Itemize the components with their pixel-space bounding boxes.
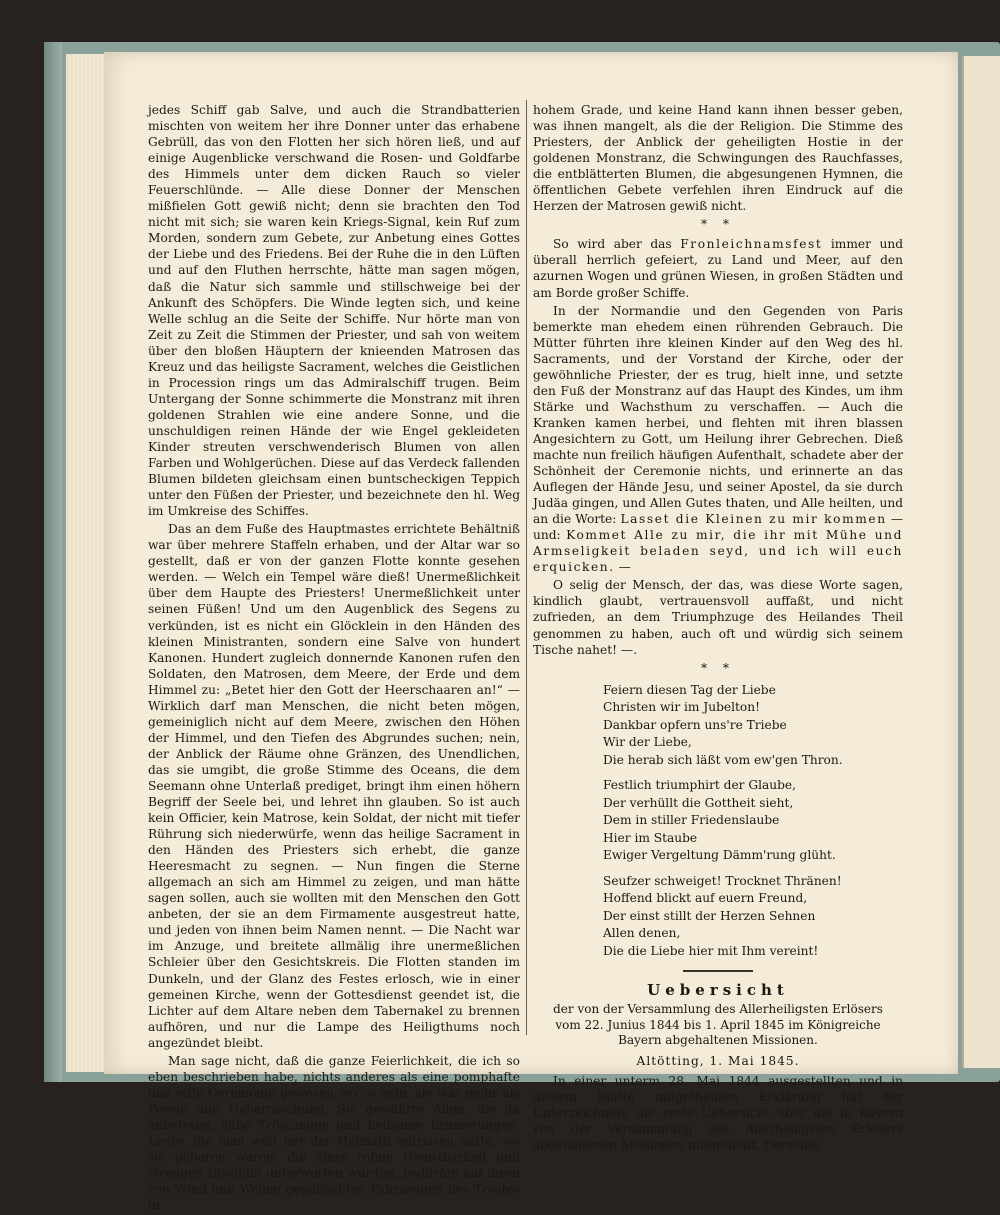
right-column: [533, 102, 903, 1155]
paragraph: hohem Grade, und keine Hand kann ihnen besser geben, was ihnen mangelt, als die der Religion. Die Stimme des Priesters, der Anblick der geheiligten Hostie in der goldenen Monstranz, die Schwingungen des Rauchfasses, die entblätterten Blumen, die abgesungenen Hymnen, die öffentlichen Gebete verfehlen ihren Eindruck auf die Herzen der Matrosen gewiß nicht.: [533, 103, 903, 214]
column-divider: [526, 100, 527, 1035]
section-subheading: der von der Versammlung des Allerheiligsten Erlösers vom 22. Junius 1844 bis 1. April 1845 im Königreiche Bayern abgehaltenen Missionen.: [553, 1002, 883, 1048]
poem-stanza: [603, 682, 903, 770]
poem-line: Die herab sich läßt vom ew'gen Thron.: [603, 752, 843, 767]
text-run: In der Normandie und den Gegenden von Paris bemerkte man ehedem einen rührenden Gebrauch. Die Mütter führten ihre kleinen Kinder auf den Weg des hl. Sacraments, und der Vorstand der Kirche, oder der gewöhnliche Priester, der es trug, hielt inne, und setzte den Fuß der Monstranz auf das Haupt des Kindes, um ihm Stärke und Wachsthum zu verschaffen. — Auch die Kranken kamen herbei, und flehten mit ihren blassen Angesichtern zu Gott, um Heilung ihrer Gebrechen. Dieß machte nun freilich häufigen Aufenthalt, schadete aber der Schönheit der Ceremonie nichts, und erinnerte an das Auflegen der Hände Jesu, und seiner Apostel, da sie durch Judäa gingen, und Allen Gutes thaten, und Alle heilten, und an die Worte:: [533, 303, 903, 527]
paragraph: Man sage nicht, daß die ganze Feierlichkeit, die ich so eben beschrieben habe, nichts anderes als eine pomphafte und eitle Ceremonie gewesen sey: o nein, sie war mehr als Poesie und Ueberraschung. Sie gewährte Allen, die da anbeteten, süße Tröstungen und heilsame Erinnerungen. Leute, die man weit her der Heimath entrissen hatte, wo sie geboren waren, die einer rohen Dienstbarkeit und strengen Disciplin unterworfen wurden, bedürfen auf ihren von Wind und Wellen gepeitschten Fahrzeugen des Trostes in: [148, 1053, 520, 1213]
paragraph: In einer unterm 28. Mai 1844 ausgestellten und in diesem Blatte mitgetheilten Erklärung hat der Unterzeichnete die erste Uebersicht über die in Bayern von der Versammlung des Allerheiligsten Erlösers abgehaltenen Missionen mitgetheilt. Derselbe: [533, 1073, 903, 1152]
section-stars: * *: [700, 660, 736, 675]
poem-line: Allen denen,: [603, 926, 681, 941]
paragraph: Das an dem Fuße des Hauptmastes errichtete Behältniß war über mehrere Staffeln erhaben, und der Altar war so gestellt, daß er von der ganzen Flotte konnte gesehen werden. — Welch ein Tempel wäre dieß! Unermeßlichkeit über dem Haupte des Priesters! Unermeßlichkeit unter seinen Füßen! Und um den Augenblick des Segens zu verkünden, ist es nicht ein Glöcklein in den Händen des kleinen Ministranten, sondern eine Salve von hundert Kanonen. Hundert zugleich donnernde Kanonen rufen den Soldaten, den Matrosen, dem Meere, der Erde und dem Himmel zu: „Betet hier den Gott der Heerschaaren an!“ — Wirklich darf man Menschen, die nicht beten mögen, gemeiniglich nicht auf dem Meere, zwischen den Höhen der Himmel, und den Tiefen des Abgrundes suchen; nein, der Anblick der Räume ohne Gränzen, des Unendlichen, das sie umgibt, die große Stimme des Oceans, die dem Seemann ohne Unterlaß prediget, bringt ihm einen höhern Begriff der Seele bei, und lehret ihn glauben. So ist auch kein Officier, kein Matrose, kein Soldat, der nicht mit tiefer Rührung sich niederwürfe, wenn das heilige Sacrament in den Händen des Priesters sich erhebt, die ganze Heeresmacht zu segnen. — Nun fingen die Sterne allgemach an sich am Himmel zu zeigen, und man hätte sagen sollen, auch sie wollten mit den Menschen den Gott anbeten, der sie an dem Firmamente ausgestreut hatte, und jeden von ihnen beim Namen nennt. — Die Nacht war im Anzuge, und breitete allmälig ihre unermeßlichen Schleier über den Gesichtskreis. Die Flotten standen im Dunkeln, und der Glanz des Festes erlosch, wie in einer gemeinen Kirche, wenn der Gottesdienst geendet ist, die Lichter auf dem Altare neben dem Tabernakel zu brennen aufhören, und nur die Lampe des Heiligthums noch angezündet bleibt.: [148, 522, 520, 1050]
poem-line: Dem in stiller Friedenslaube: [603, 813, 780, 828]
poem-line: Wir der Liebe,: [603, 735, 692, 750]
poem-line: Hier im Staube: [603, 830, 698, 845]
spaced-text: Kommet Alle zu mir, die ihr mit Mühe und Armseligkeit beladen seyd, und ich will euch erquicken.: [533, 528, 904, 575]
facing-page-edge: [962, 56, 1000, 1068]
poem-line: Der einst stillt der Herzen Sehnen: [603, 908, 816, 923]
paragraph: jedes Schiff gab Salve, und auch die Strandbatterien mischten von weitem her ihre Donner unter das erhabene Gebrüll, das von den Flotten her sich hören ließ, und auf einige Augenblicke verschwand die Rosen- und Goldfarbe des Himmels unter dem dicken Rauch so vieler Feuerschlünde. — Alle diese Donner der Menschen mißfielen Gott gewiß nicht; denn sie brachten den Tod nicht mit sich; sie waren kein Kriegs-Signal, kein Ruf zum Morden, sondern zum Gebete, zur Anbetung eines Gottes der Liebe und des Friedens. Bei der Ruhe die in den Lüften und auf den Fluthen herrschte, hätte man sagen mögen, daß die Natur sich sammle und stillschweige bei der Ankunft des Schöpfers. Die Winde legten sich, und keine Welle schlug an die Seite der Schiffe. Nur hörte man von Zeit zu Zeit die Stimmen der Priester, und sah von weitem über den bloßen Häuptern der knieenden Matrosen das Kreuz und das heiligste Sacrament, welches die Geistlichen in Procession rings um das Admiralschiff trugen. Beim Untergang der Sonne schimmerte die Monstranz mit ihren goldenen Strahlen wie eine andere Sonne, und die unschuldigen reinen Hände der wie Engel gekleideten Kinder streuten verschwenderisch Blumen von allen Farben und Wohlgerüchen. Diese auf das Verdeck fallenden Blumen bildeten gleichsam einen buntscheckigen Teppich unter den Füßen der Priester, und bezeichnete den hl. Weg im Umkreise des Schiffes.: [148, 103, 520, 519]
text-run: immer und überall herrlich gefeiert, zu Land und Meer, auf den azurnen Wogen und grünen Wiesen, in großen Städten und am Borde großer Schiffe.: [533, 237, 903, 300]
paragraph: [533, 236, 903, 300]
poem-line: Dankbar opfern uns're Triebe: [603, 717, 787, 732]
poem-stanza: [603, 777, 903, 865]
section-heading: Uebersicht: [647, 981, 789, 1000]
poem-line: Festlich triumphirt der Glaube,: [603, 778, 797, 793]
text-run: So wird aber das: [553, 237, 681, 252]
page-stack-edge: [66, 54, 107, 1072]
paragraph: O selig der Mensch, der das, was diese Worte sagen, kindlich glaubt, vertrauensvoll auffaßt, und nicht zufrieden, an dem Triumphzuge des Heilandes Theil genommen zu haben, auch oft und würdig sich seinem Tische nahet! —.: [533, 578, 903, 657]
paragraph: [533, 303, 903, 576]
poem-line: Hoffend blickt auf euern Freund,: [603, 891, 808, 906]
spaced-text: Lasset die Kleinen zu mir kommen: [620, 512, 887, 527]
poem-line: Feiern diesen Tag der Liebe: [603, 682, 776, 697]
poem-line: Christen wir im Jubelton!: [603, 700, 760, 715]
text-run: —: [614, 560, 631, 575]
text-run: — und:: [533, 512, 904, 543]
spaced-text: Fronleichnamsfest: [680, 237, 823, 252]
place-date-line: Altötting, 1. Mai 1845.: [636, 1053, 800, 1068]
left-column: [148, 102, 520, 1215]
poem-line: Seufzer schweiget! Trocknet Thränen!: [603, 873, 842, 888]
poem-line: Die die Liebe hier mit Ihm vereint!: [603, 943, 819, 958]
section-stars: * *: [700, 217, 736, 232]
book-spine-edge: [44, 42, 62, 1082]
poem: [603, 682, 903, 961]
section-separator-rule: [683, 970, 753, 972]
poem-stanza: [603, 873, 903, 961]
poem-line: Ewiger Vergeltung Dämm'rung glüht.: [603, 848, 836, 863]
poem-line: Der verhüllt die Gottheit sieht,: [603, 795, 794, 810]
